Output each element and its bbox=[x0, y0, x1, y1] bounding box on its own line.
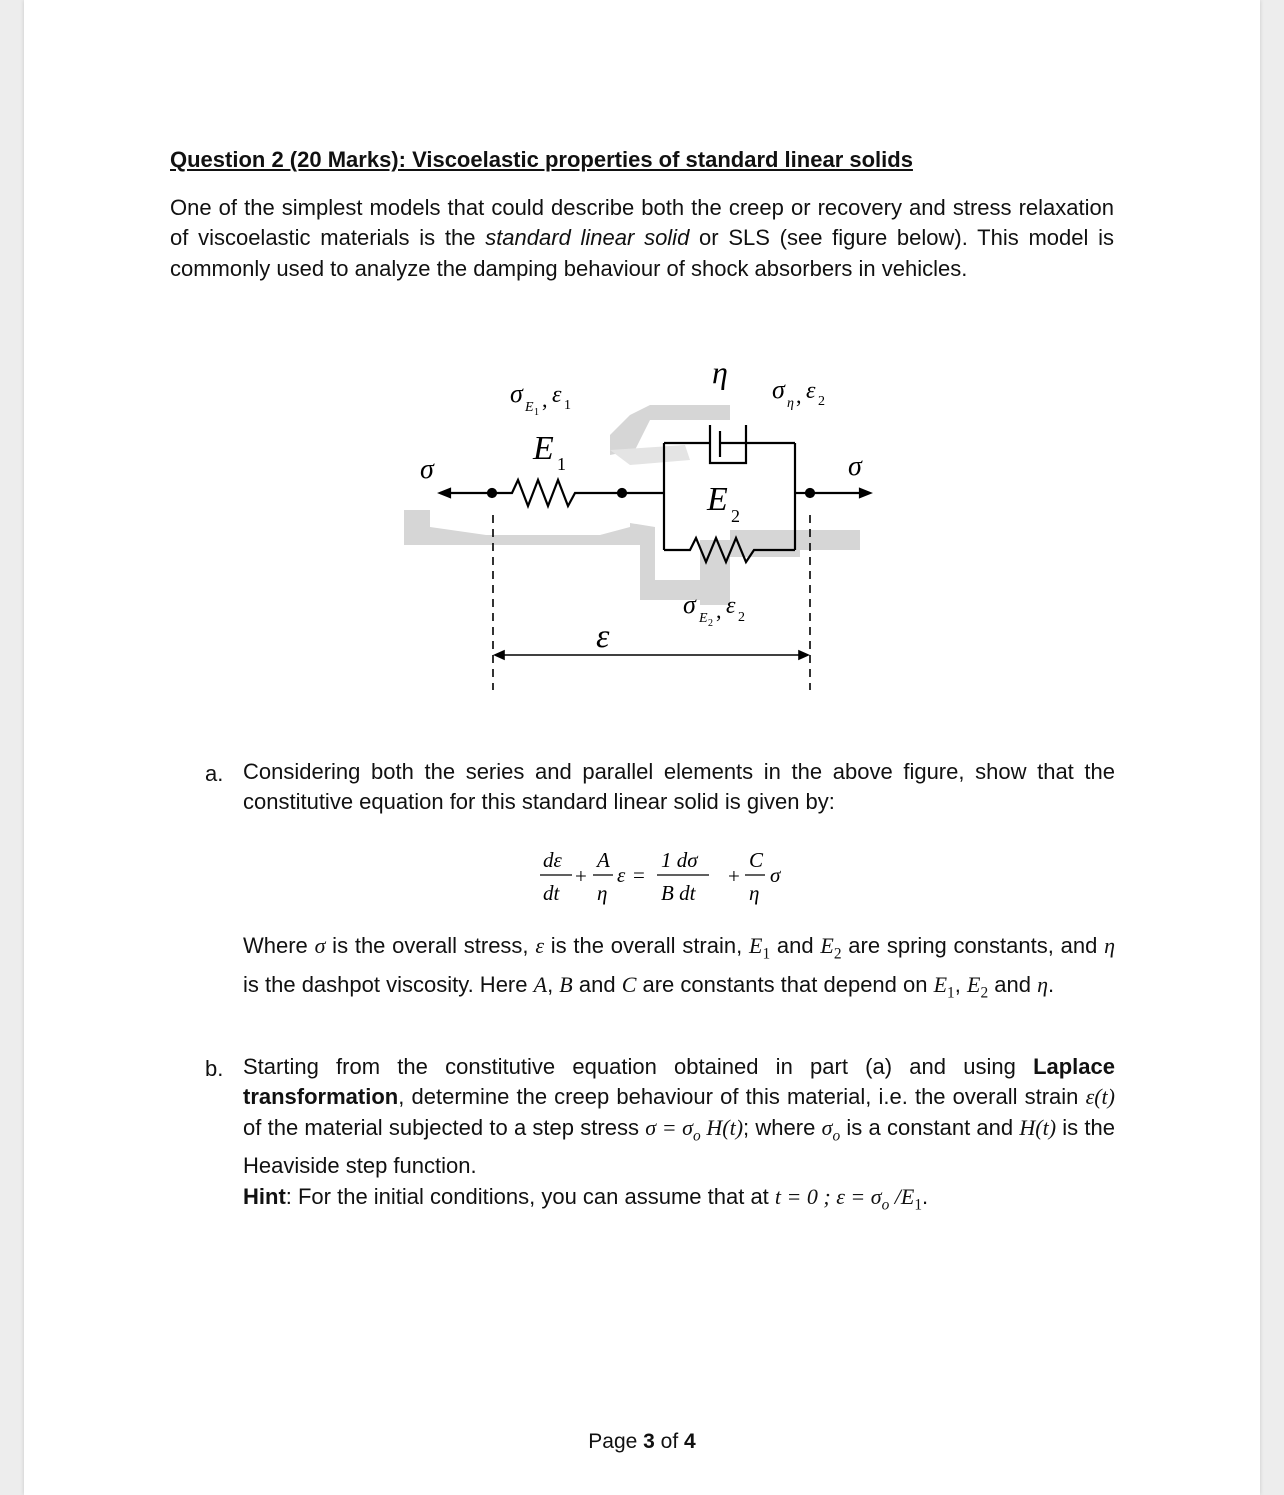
svg-text:σ: σ bbox=[683, 590, 696, 619]
svg-text:dε: dε bbox=[543, 848, 562, 872]
svg-text:1 dσ: 1 dσ bbox=[661, 848, 698, 872]
spring-e1 bbox=[492, 480, 622, 506]
right-arrowhead bbox=[860, 489, 870, 497]
svg-text:E: E bbox=[525, 400, 534, 415]
question-title: Question 2 (20 Marks): Viscoelastic properties of standard linear solids bbox=[170, 147, 913, 172]
svg-text:E: E bbox=[699, 611, 708, 626]
laplace-bold: Laplace transformation bbox=[243, 1054, 1115, 1110]
svg-text:,: , bbox=[796, 383, 802, 408]
svg-text:=: = bbox=[633, 863, 645, 887]
svg-text:σ: σ bbox=[510, 379, 523, 408]
part-a-label: a. bbox=[205, 761, 224, 786]
svg-text:1: 1 bbox=[534, 407, 539, 418]
label-e1 bbox=[532, 430, 566, 474]
intro-paragraph: One of the simplest models that could describe both the creep or recovery and stress relaxation of viscoelastic materials is the standard linear solid or SLS (see figure below). This model is commonly used to analyze the damping behaviour of shock absorbers in vehicles. bbox=[170, 195, 1114, 281]
part-b-label: b. bbox=[205, 1056, 224, 1081]
svg-text:B dt: B dt bbox=[661, 881, 696, 905]
constitutive-equation bbox=[535, 842, 805, 912]
label-sigma-e1-eps1 bbox=[510, 379, 571, 418]
sls-figure bbox=[400, 345, 880, 705]
svg-text:E: E bbox=[533, 430, 554, 467]
svg-text:η: η bbox=[597, 881, 608, 905]
figure-shadow bbox=[404, 405, 860, 605]
svg-text:+: + bbox=[728, 864, 740, 888]
sigma-right-label: σ bbox=[848, 451, 862, 482]
part-a-text: Considering both the series and parallel elements in the above figure, show that the constitutive equation for this standard linear solid is given by: bbox=[243, 759, 1115, 815]
svg-text:ε: ε bbox=[806, 378, 816, 404]
svg-text:2: 2 bbox=[818, 394, 825, 409]
intro-italic-term: standard linear solid bbox=[485, 225, 690, 251]
svg-text:1: 1 bbox=[557, 454, 566, 474]
page-number: Page 3 of 4 bbox=[588, 1430, 696, 1453]
left-arrowhead bbox=[440, 489, 450, 497]
svg-text:,: , bbox=[542, 387, 548, 412]
svg-text:2: 2 bbox=[738, 610, 745, 625]
svg-text:dt: dt bbox=[543, 881, 560, 905]
svg-text:ε: ε bbox=[726, 593, 736, 619]
svg-text:2: 2 bbox=[708, 618, 713, 629]
svg-text:σ: σ bbox=[770, 863, 781, 887]
svg-text:ε: ε bbox=[617, 863, 626, 887]
svg-text:2: 2 bbox=[731, 506, 740, 526]
svg-text:E: E bbox=[707, 481, 728, 518]
svg-text:+: + bbox=[575, 864, 587, 888]
svg-text:,: , bbox=[716, 598, 722, 623]
svg-text:C: C bbox=[749, 848, 764, 872]
part-b-text: Starting from the constitutive equation obtained in part (a) and using Laplace transformation, determine the creep behaviour of this material, i.e. the overall strain ε(t) of the material subjected to a step stress $\sigma = \sigma_o$ H(t); where $\sigma_o$ is a constant and H(t) is the Heaviside step function. Hint: For the initial conditions, you can assume that at t = 0 ; $\varepsilon = \sigma_o$ $/E_1$. bbox=[243, 1054, 1116, 1213]
hint-label: Hint bbox=[243, 1183, 286, 1209]
svg-text:1: 1 bbox=[564, 398, 571, 413]
label-e2 bbox=[706, 481, 740, 526]
label-epsilon: ε bbox=[596, 618, 610, 655]
part-a-where-paragraph: Where σ is the overall stress, ε is the overall strain, $E_1$ and $E_2$ are spring constants, and η is the dashpot viscosity. Here A, B and C are constants that depend on $E_1$, $E_2$ and η. bbox=[243, 933, 1115, 1002]
strain-dimension bbox=[495, 651, 808, 659]
svg-text:σ: σ bbox=[772, 375, 785, 404]
svg-text:η: η bbox=[749, 881, 760, 905]
svg-text:ε: ε bbox=[552, 382, 562, 408]
svg-text:η: η bbox=[787, 396, 794, 411]
label-eta: η bbox=[712, 354, 728, 390]
sigma-left-label: σ bbox=[420, 454, 434, 485]
label-sigma-eta-eps2 bbox=[772, 375, 825, 411]
svg-text:A: A bbox=[597, 848, 610, 872]
